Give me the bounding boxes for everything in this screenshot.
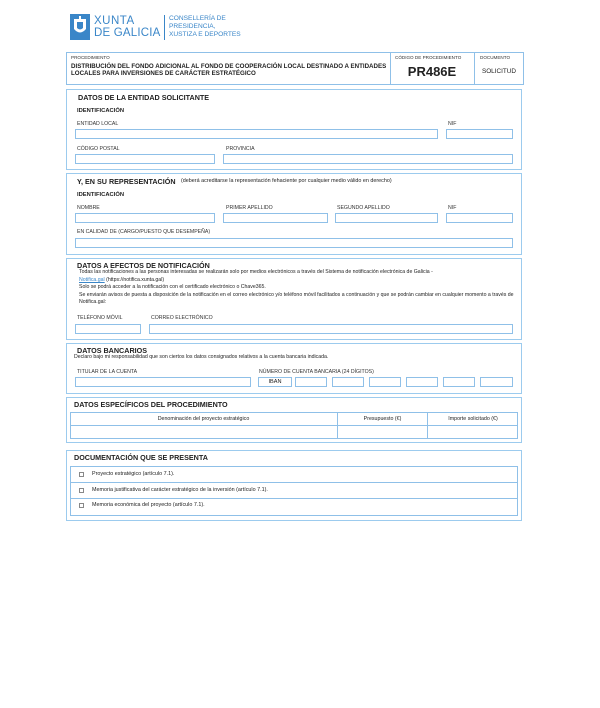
xunta-shield-icon <box>70 14 90 40</box>
notifica-link[interactable]: Notifica.gal <box>79 276 105 283</box>
doc-item-1: Proyecto estratégico (artículo 7.1). <box>92 471 175 477</box>
segundo-apellido-label: SEGUNDO APELLIDO <box>337 205 390 211</box>
notificacion-line1: Todas las notificaciones a las personas interesadas se realizarán solo por medios electrónicos a través del Sistema de notificación electrónica de Galicia - <box>79 269 433 275</box>
importe-cell[interactable] <box>428 426 517 438</box>
entidad-nif-field[interactable] <box>446 129 513 139</box>
cuenta-block-3[interactable] <box>369 377 401 387</box>
logo-line1: XUNTA <box>94 15 135 27</box>
doc-row-divider-1 <box>70 482 518 483</box>
entidad-nif-label: NIF <box>448 121 457 127</box>
conselleria-line3: XUSTIZA E DEPORTES <box>169 31 241 38</box>
cuenta-block-1[interactable] <box>295 377 327 387</box>
nombre-label: NOMBRE <box>77 205 100 211</box>
codigo-value: PR486E <box>407 64 457 79</box>
telefono-label: TELÉFONO MÓVIL <box>77 315 123 321</box>
codigo-postal-label: CÓDIGO POSTAL <box>77 146 120 152</box>
entidad-identificacion: IDENTIFICACIÓN <box>77 108 125 114</box>
representacion-title: Y, EN SU REPRESENTACIÓN <box>77 177 176 186</box>
bancarios-note: Declaro bajo mi responsabilidad que son ciertos los datos consignados relativos a la cuenta bancaria indicada. <box>74 354 329 360</box>
provincia-field[interactable] <box>223 154 513 164</box>
notificacion-line4: Se enviarán avisos de puesta a disposición de la notificación en el correo electrónico y/o teléfono móvil facilitados a continuación y que se podrán cambiar en cualquier momento a través de Notifica.gal: <box>79 291 514 306</box>
iban-prefix: IBAN <box>258 377 292 387</box>
titular-label: TITULAR DE LA CUENTA <box>77 369 138 375</box>
representacion-note: (deberá acreditarse la representación fehaciente por cualquier medio válido en derecho) <box>181 178 392 184</box>
cuenta-block-2[interactable] <box>332 377 364 387</box>
nombre-field[interactable] <box>75 213 215 223</box>
doc-checkbox-1[interactable] <box>79 472 84 477</box>
correo-label: CORREO ELECTRÓNICO <box>151 315 213 321</box>
logo-divider <box>164 15 165 40</box>
titular-field[interactable] <box>75 377 251 387</box>
numero-cuenta-label: NÚMERO DE CUENTA BANCARIA (24 DÍGITOS) <box>259 369 374 375</box>
telefono-field[interactable] <box>75 324 141 334</box>
doc-item-2: Memoria justificativa del carácter estratégico de la inversión (artículo 7.1). <box>92 487 268 493</box>
representacion-identificacion: IDENTIFICACIÓN <box>77 192 125 198</box>
denominacion-cell[interactable] <box>71 426 336 438</box>
header-divider-1 <box>390 52 391 85</box>
notificacion-title: DATOS A EFECTOS DE NOTIFICACIÓN <box>77 261 210 270</box>
documento-label: DOCUMENTO <box>480 55 511 60</box>
documentacion-title: DOCUMENTACIÓN QUE SE PRESENTA <box>74 453 208 462</box>
codigo-label: CÓDIGO DE PROCEDIMIENTO <box>395 55 462 60</box>
logo-line2: DE GALICIA <box>94 27 161 39</box>
primer-apellido-field[interactable] <box>223 213 328 223</box>
representante-nif-label: NIF <box>448 205 457 211</box>
cuenta-block-6[interactable] <box>480 377 513 387</box>
procedimiento-label: PROCEDIMIENTO <box>71 55 110 60</box>
cuenta-block-5[interactable] <box>443 377 475 387</box>
entidad-title: DATOS DE LA ENTIDAD SOLICITANTE <box>78 93 210 102</box>
cargo-field[interactable] <box>75 238 513 248</box>
header-divider-2 <box>474 52 475 85</box>
bancarios-title: DATOS BANCARIOS <box>77 346 148 355</box>
cargo-label: EN CALIDAD DE (CARGO/PUESTO QUE DESEMPEÑA) <box>77 229 211 235</box>
presupuesto-cell[interactable] <box>338 426 426 438</box>
col-importe: Importe solicitado (€) <box>448 416 498 422</box>
doc-row-divider-2 <box>70 498 518 499</box>
entidad-local-label: ENTIDAD LOCAL <box>77 121 119 127</box>
documento-value: SOLICITUD <box>481 68 517 75</box>
cuenta-block-4[interactable] <box>406 377 438 387</box>
representante-nif-field[interactable] <box>446 213 513 223</box>
doc-checkbox-2[interactable] <box>79 488 84 493</box>
conselleria-line1: CONSELLERÍA DE <box>169 15 226 22</box>
doc-checkbox-3[interactable] <box>79 503 84 508</box>
especificos-title: DATOS ESPECÍFICOS DEL PROCEDIMIENTO <box>74 400 228 409</box>
col-presupuesto: Presupuesto (€) <box>363 416 402 422</box>
conselleria-line2: PRESIDENCIA, <box>169 23 216 30</box>
codigo-postal-field[interactable] <box>75 154 215 164</box>
col-denominacion: Denominación del proyecto estratégico <box>157 416 250 422</box>
segundo-apellido-field[interactable] <box>335 213 438 223</box>
notificacion-text <box>79 269 517 307</box>
entidad-local-field[interactable] <box>75 129 438 139</box>
provincia-label: PROVINCIA <box>226 146 255 152</box>
procedimiento-text: DISTRIBUCIÓN DEL FONDO ADICIONAL AL FONDO DE COOPERACIÓN LOCAL DESTINADO A ENTIDADES LOCALES PARA INVERSIONES DE CARÁCTER ESTRATÉGICO <box>71 63 387 77</box>
doc-item-3: Memoria económica del proyecto (artículo 7.1). <box>92 502 205 508</box>
primer-apellido-label: PRIMER APELLIDO <box>226 205 273 211</box>
notificacion-line2: (https://notifica.xunta.gal) <box>104 276 165 283</box>
correo-field[interactable] <box>149 324 513 334</box>
notificacion-line3: Solo se podrá acceder a la notificación con el certificado electrónico o Chave365. <box>79 284 266 291</box>
